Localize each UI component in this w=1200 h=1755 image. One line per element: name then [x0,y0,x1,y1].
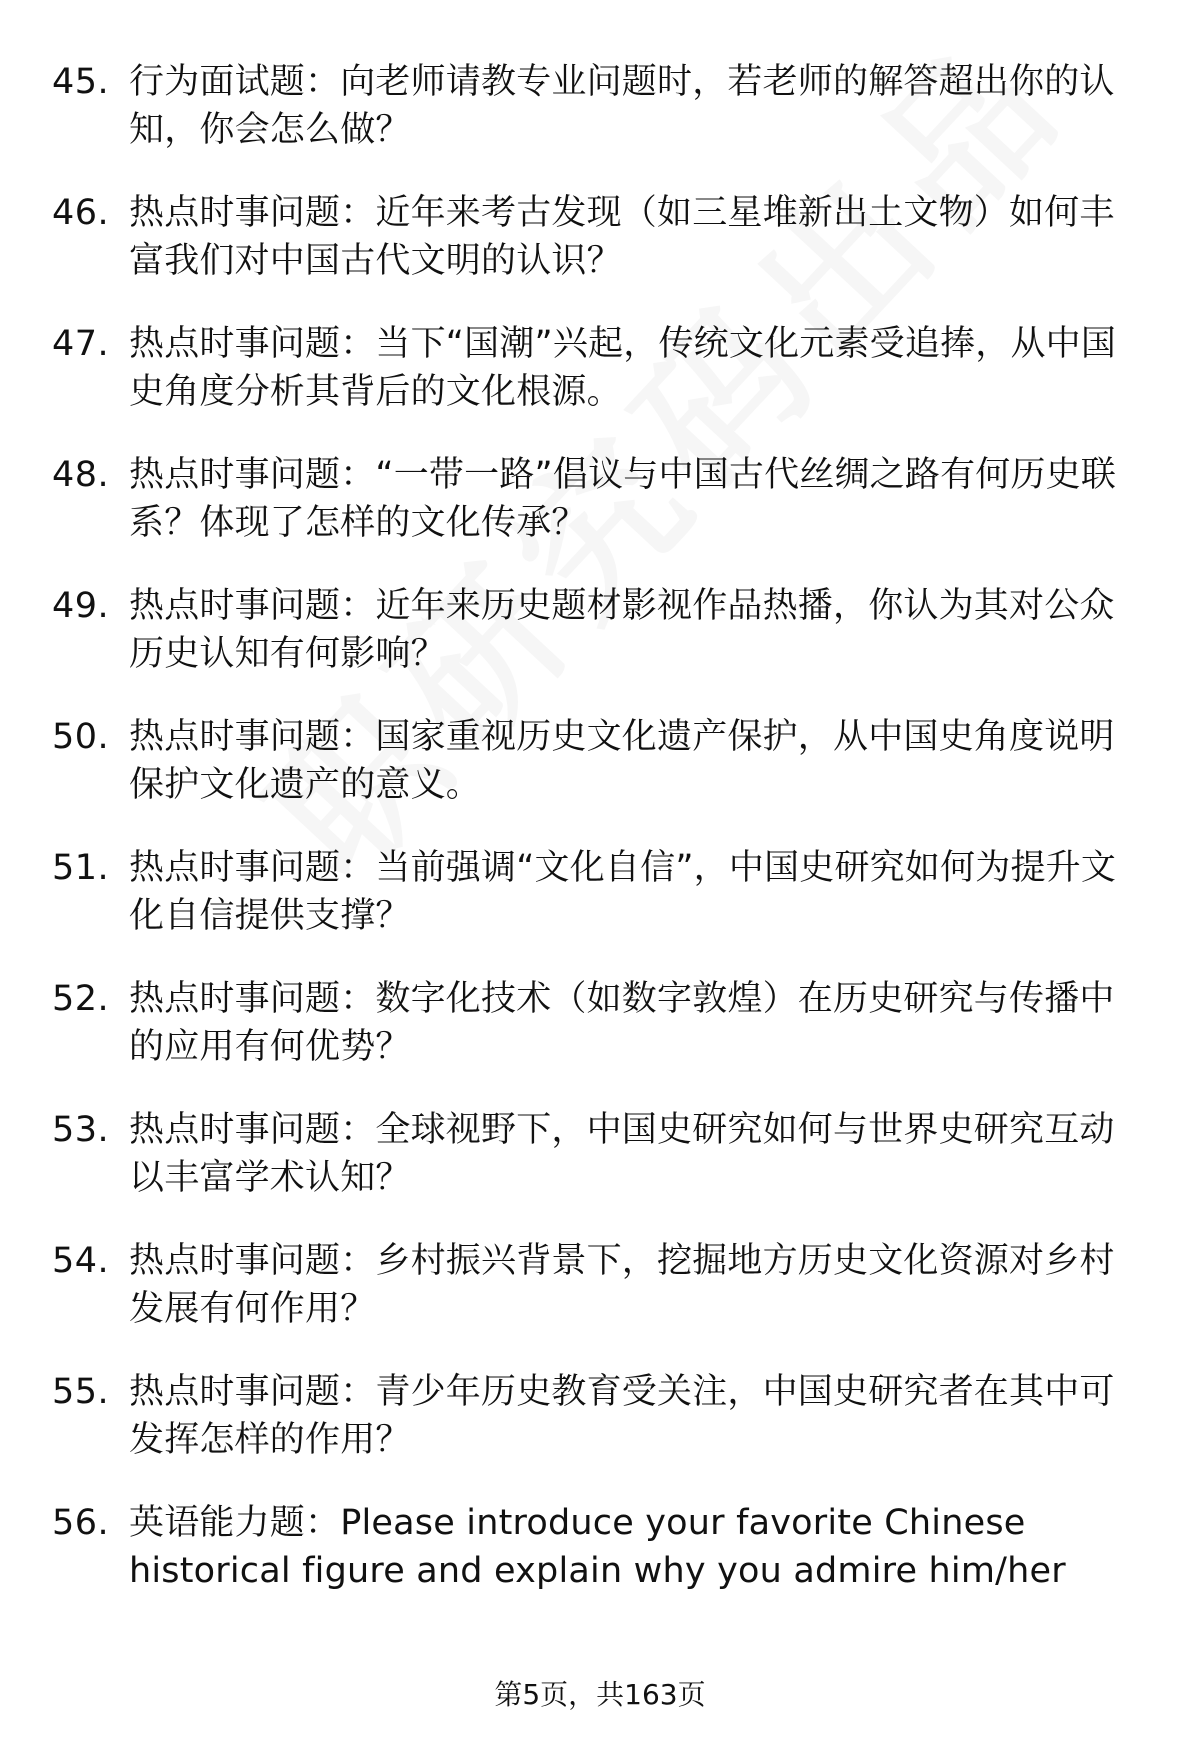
question-number: 47. [52,324,110,364]
question-text: 热点时事问题：近年来历史题材影视作品热播，你认为其对公众历史认知有何影响？ [129,586,1115,674]
question-number: 45. [52,62,110,102]
question-number: 55. [52,1372,110,1412]
question-number: 56. [52,1503,110,1543]
question-text: 热点时事问题：全球视野下，中国史研究如何与世界史研究互动以丰富学术认知？ [129,1110,1115,1198]
question-number: 52. [52,979,110,1019]
question-text: 热点时事问题：国家重视历史文化遗产保护，从中国史角度说明保护文化遗产的意义。 [129,717,1115,805]
question-text: 热点时事问题：近年来考古发现（如三星堆新出土文物）如何丰富我们对中国古代文明的认识？ [129,193,1115,281]
question-number: 54. [52,1241,110,1281]
question-item [52,713,1142,844]
question-number: 49. [52,586,110,626]
question-item [52,1368,1142,1499]
question-text: 热点时事问题：数字化技术（如数字敦煌）在历史研究与传播中的应用有何优势？ [129,979,1115,1067]
question-item [52,844,1142,975]
question-item [52,1237,1142,1368]
question-item [52,1499,1142,1630]
page-footer: 第5页，共163页 [494,1678,706,1711]
question-text: 热点时事问题：当前强调“文化自信”，中国史研究如何为提升文化自信提供支撑？ [129,848,1117,936]
question-text: 行为面试题：向老师请教专业问题时，若老师的解答超出你的认知，你会怎么做？ [129,62,1115,150]
question-text: 热点时事问题：青少年历史教育受关注，中国史研究者在其中可发挥怎样的作用？ [129,1372,1115,1460]
question-item [52,189,1142,320]
question-number: 50. [52,717,110,757]
question-item [52,975,1142,1106]
question-item [52,320,1142,451]
question-item [52,1106,1142,1237]
question-list [52,58,1142,1630]
question-item [52,582,1142,713]
question-text: 热点时事问题：乡村振兴背景下，挖掘地方历史文化资源对乡村发展有何作用？ [129,1241,1115,1329]
question-number: 51. [52,848,110,888]
question-item [52,451,1142,582]
question-text: 英语能力题：Please introduce your favorite Chinese historical figure and explain why you admire him/her [129,1503,1066,1591]
question-text: 热点时事问题：当下“国潮”兴起，传统文化元素受追捧，从中国史角度分析其背后的文化根源。 [129,324,1117,412]
question-number: 53. [52,1110,110,1150]
question-number: 48. [52,455,110,495]
question-text: 热点时事问题：“一带一路”倡议与中国古代丝绸之路有何历史联系？体现了怎样的文化传承？ [129,455,1117,543]
question-item [52,58,1142,189]
question-number: 46. [52,193,110,233]
